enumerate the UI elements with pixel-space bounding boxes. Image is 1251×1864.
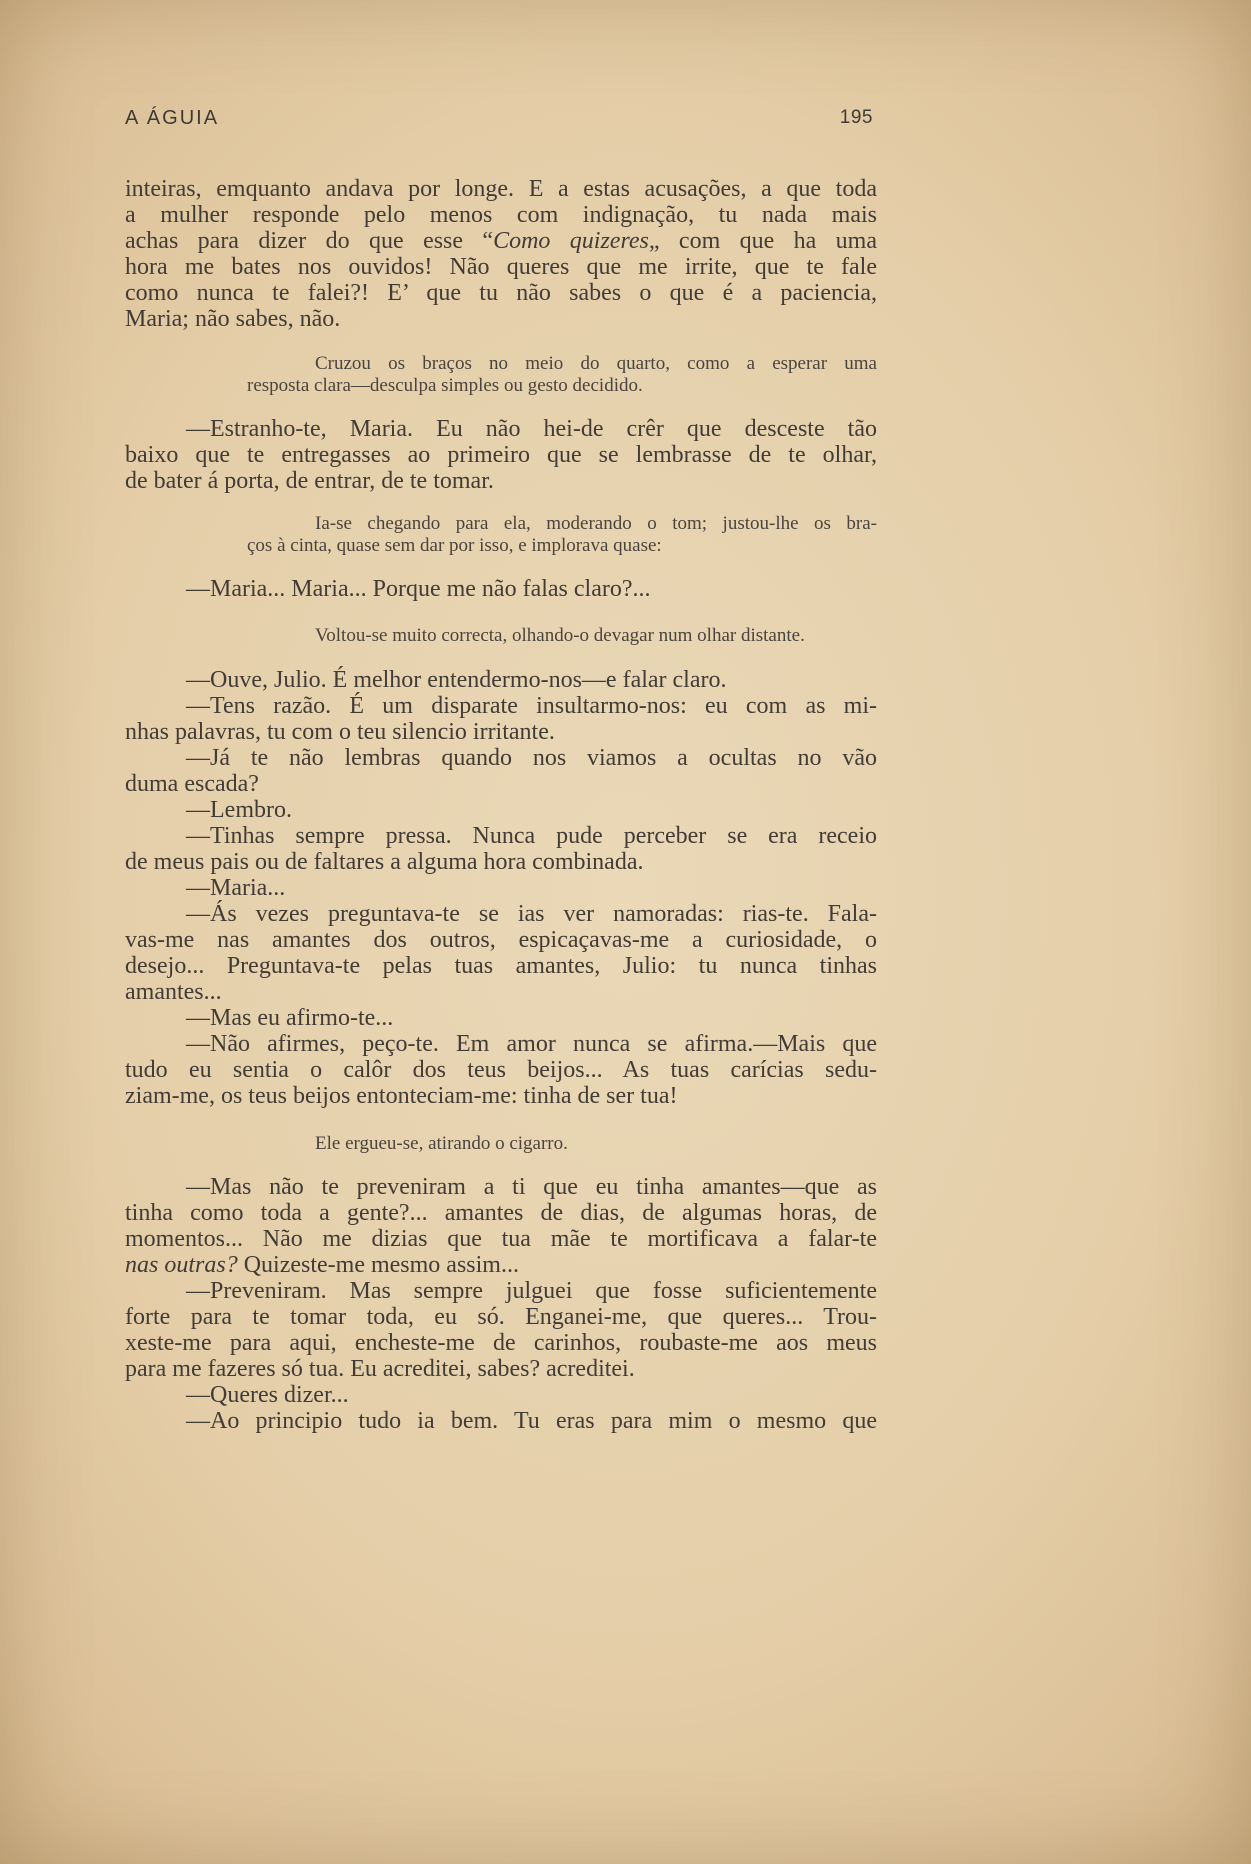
text-line — [125, 797, 877, 823]
text-line — [125, 719, 877, 745]
italic-text: Como quizeres — [493, 228, 649, 254]
text-line — [125, 745, 877, 771]
text-line — [125, 771, 877, 797]
text-line — [125, 875, 877, 901]
body-text-block — [125, 576, 877, 602]
paragraph — [125, 416, 877, 494]
text-line — [125, 1200, 877, 1226]
page-number: 195 — [839, 107, 873, 128]
paragraph — [125, 667, 877, 693]
text-line — [125, 280, 877, 306]
text-run: hora me bates nos ouvidos! Não queres que me irrite, que te fale — [125, 254, 877, 280]
paragraph — [125, 1408, 877, 1434]
text-line — [247, 375, 877, 397]
text-run: —Ouve, Julio. É melhor entendermo-nos—e falar claro. — [186, 667, 727, 693]
paragraph — [125, 693, 877, 745]
text-line — [125, 1382, 877, 1408]
text-line — [125, 1330, 877, 1356]
italic-text: nas outras? — [125, 1252, 238, 1278]
text-run: nhas palavras, tu com o teu silencio irritante. — [125, 719, 555, 745]
text-run: Ele ergueu-se, atirando o cigarro. — [315, 1133, 568, 1154]
text-run: para me fazeres só tua. Eu acreditei, sabes? acreditei. — [125, 1356, 635, 1382]
text-line — [125, 1174, 877, 1200]
paragraph — [125, 176, 877, 332]
text-run: —Preveniram. Mas sempre julguei que fosse suficientemente — [186, 1278, 877, 1304]
text-line — [125, 901, 877, 927]
text-run: de meus pais ou de faltares a alguma hora combinada. — [125, 849, 644, 875]
text-run: vas-me nas amantes dos outros, espicaçavas-me a curiosidade, o — [125, 927, 877, 953]
text-run: —Tens razão. É um disparate insultarmo-nos: eu com as mi- — [186, 693, 877, 719]
text-run: Quizeste-me mesmo assim... — [237, 1252, 519, 1278]
text-line — [125, 849, 877, 875]
body-text-block — [125, 416, 877, 494]
text-line — [125, 228, 877, 254]
text-run: —Já te não lembras quando nos viamos a ocultas no vão — [186, 745, 877, 771]
text-line — [125, 1252, 877, 1278]
body-text-block — [125, 176, 877, 332]
text-line — [125, 254, 877, 280]
text-line — [125, 202, 877, 228]
text-run: Maria; não sabes, não. — [125, 306, 341, 332]
text-line — [125, 1304, 877, 1330]
paragraph — [247, 625, 877, 647]
body-text-block — [125, 1174, 877, 1434]
text-line — [125, 927, 877, 953]
text-run: amantes... — [125, 979, 222, 1005]
narration-block — [247, 353, 877, 397]
text-line — [125, 176, 877, 202]
paragraph — [247, 1133, 877, 1155]
text-run: de bater á porta, de entrar, de te tomar. — [125, 468, 494, 494]
text-line — [125, 1083, 877, 1109]
text-run: a mulher responde pelo menos com indignação, tu nada mais — [125, 202, 877, 228]
text-run: inteiras, emquanto andava por longe. E a estas acusações, a que toda — [125, 176, 877, 202]
text-run: ços à cinta, quase sem dar por isso, e implorava quase: — [247, 535, 662, 556]
paragraph — [125, 745, 877, 797]
magazine-title: A ÁGUIA — [125, 106, 220, 129]
paragraph — [125, 797, 877, 823]
text-line — [125, 468, 877, 494]
text-run: tudo eu sentia o calôr dos teus beijos... As tuas carícias sedu- — [125, 1057, 877, 1083]
text-run: tinha como toda a gente?... amantes de dias, de algumas horas, de — [125, 1200, 877, 1226]
text-line — [125, 442, 877, 468]
text-run: resposta clara—desculpa simples ou gesto decidido. — [247, 375, 643, 396]
text-run: —Maria... Maria... Porque me não falas claro?... — [186, 576, 651, 602]
text-run: —Ao principio tudo ia bem. Tu eras para mim o mesmo que — [186, 1408, 877, 1434]
text-line — [125, 306, 877, 332]
text-run: —Tinhas sempre pressa. Nunca pude perceber se era receio — [186, 823, 877, 849]
paragraph — [125, 875, 877, 901]
text-run: —Ás vezes preguntava-te se ias ver namoradas: rias-te. Fala- — [186, 901, 877, 927]
text-line — [125, 1408, 877, 1434]
text-run: „ com que ha uma — [648, 228, 877, 254]
paragraph — [125, 1278, 877, 1382]
paragraph — [247, 513, 877, 557]
text-run: ziam-me, os teus beijos entonteciam-me: tinha de ser tua! — [125, 1083, 678, 1109]
text-run: duma escada? — [125, 771, 259, 797]
text-line — [125, 1005, 877, 1031]
paragraph — [247, 353, 877, 397]
text-run: xeste-me para aqui, encheste-me de carinhos, roubaste-me aos meus — [125, 1330, 877, 1356]
text-run: achas para dizer do que esse “ — [125, 228, 494, 254]
text-run: Ia-se chegando para ela, moderando o tom; justou-lhe os bra- — [315, 513, 877, 534]
text-run: Cruzou os braços no meio do quarto, como a esperar uma — [315, 353, 877, 374]
paragraph — [125, 1031, 877, 1109]
text-run: —Queres dizer... — [186, 1382, 349, 1408]
text-run: momentos... Não me dizias que tua mãe te mortificava a falar-te — [125, 1226, 877, 1252]
paragraph — [125, 1382, 877, 1408]
body-text-block — [125, 667, 877, 1109]
text-line — [125, 693, 877, 719]
text-run: desejo... Preguntava-te pelas tuas amantes, Julio: tu nunca tinhas — [125, 953, 877, 979]
text-run: baixo que te entregasses ao primeiro que se lembrasse de te olhar, — [125, 442, 877, 468]
text-run: —Maria... — [186, 875, 286, 901]
text-run: —Mas eu afirmo-te... — [186, 1005, 394, 1031]
running-head — [125, 104, 873, 132]
text-run: —Estranho-te, Maria. Eu não hei-de crêr que desceste tão — [186, 416, 877, 442]
narration-block — [247, 625, 877, 647]
text-run: —Lembro. — [186, 797, 292, 823]
text-line — [247, 513, 877, 535]
text-line — [125, 1057, 877, 1083]
text-line — [125, 1356, 877, 1382]
text-line — [247, 535, 877, 557]
text-line — [125, 979, 877, 1005]
paragraph — [125, 1005, 877, 1031]
text-run: —Mas não te preveniram a ti que eu tinha amantes—que as — [186, 1174, 877, 1200]
paragraph — [125, 576, 877, 602]
text-line — [125, 953, 877, 979]
text-line — [125, 576, 877, 602]
text-line — [247, 1133, 877, 1155]
text-line — [125, 1278, 877, 1304]
text-line — [125, 416, 877, 442]
narration-block — [247, 513, 877, 557]
text-run: Voltou-se muito correcta, olhando-o devagar num olhar distante. — [315, 625, 805, 646]
narration-block — [247, 1133, 877, 1155]
text-line — [247, 353, 877, 375]
text-line — [125, 1226, 877, 1252]
text-line — [125, 823, 877, 849]
paragraph — [125, 1174, 877, 1278]
text-run: como nunca te falei?! E’ que tu não sabes o que é a paciencia, — [125, 280, 877, 306]
text-run: forte para te tomar toda, eu só. Enganei-me, que queres... Trou- — [125, 1304, 877, 1330]
paragraph — [125, 823, 877, 875]
text-line — [125, 1031, 877, 1057]
text-line — [125, 667, 877, 693]
paragraph — [125, 901, 877, 1005]
text-line — [247, 625, 877, 647]
text-run: —Não afirmes, peço-te. Em amor nunca se afirma.—Mais que — [186, 1031, 877, 1057]
